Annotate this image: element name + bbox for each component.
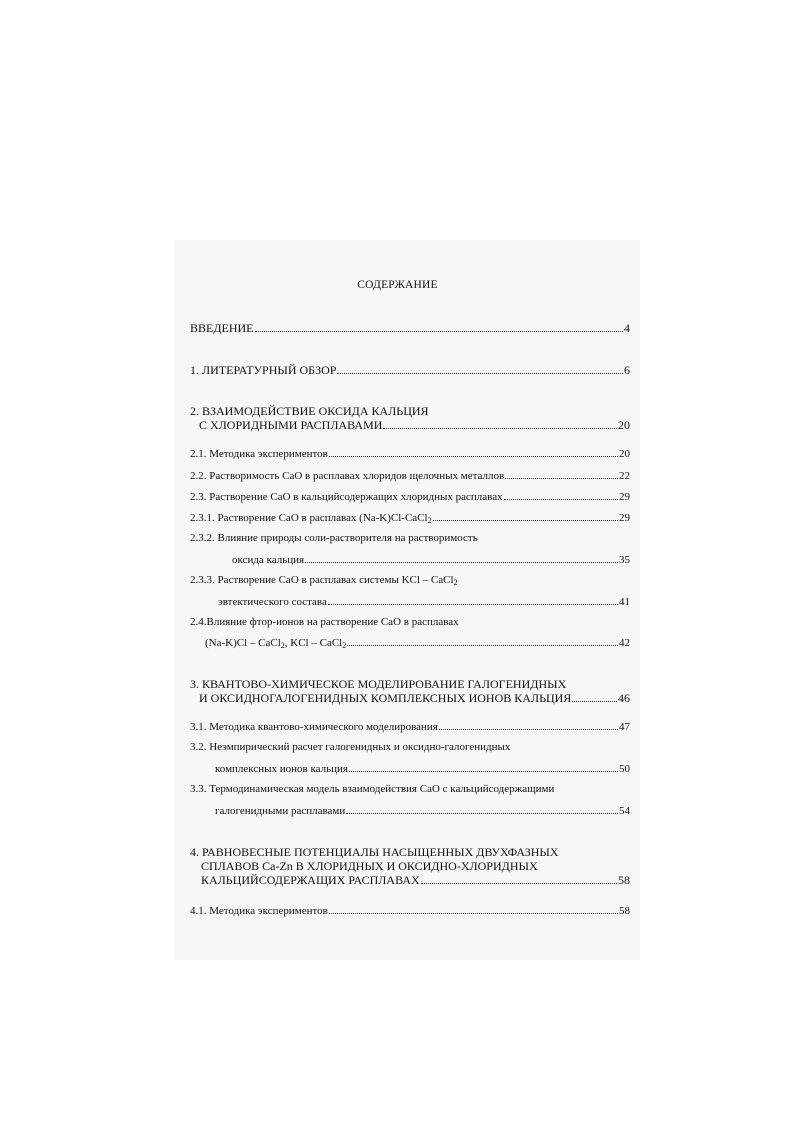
toc-entry-page: 50 — [619, 763, 630, 775]
toc-entry-page: 29 — [619, 491, 630, 503]
toc-entry-2-1[interactable] — [190, 447, 630, 461]
toc-title: СОДЕРЖАНИЕ — [357, 279, 438, 291]
toc-entry-chapter-3[interactable] — [199, 692, 630, 705]
toc-entry-label: 2.3.1. Растворение CaO в расплавах (Na-K)Cl-CaCl$_2$ — [190, 512, 432, 525]
toc-entry-page: 46 — [618, 691, 630, 705]
toc-entry-label: 1. ЛИТЕРАТУРНЫЙ ОБЗОР — [190, 363, 337, 377]
toc-entry-label: 4.1. Методика экспериментов — [190, 905, 328, 917]
dot-leader — [433, 511, 618, 521]
dot-leader — [255, 322, 623, 332]
toc-entry-page: 6 — [624, 363, 630, 377]
toc-entry-3-1[interactable] — [190, 720, 630, 734]
toc-entry-label: КАЛЬЦИЙСОДЕРЖАЩИХ РАСПЛАВАХ — [201, 873, 420, 887]
toc-chapter-4-heading-line2[interactable]: СПЛАВОВ Ca-Zn В ХЛОРИДНЫХ И ОКСИДНО-ХЛОРИДНЫХ — [201, 859, 538, 873]
toc-entry-2-3-2-line1[interactable]: 2.3.2. Влияние природы соли-растворителя на растворимость — [190, 532, 478, 544]
toc-entry-2-4[interactable] — [205, 636, 630, 650]
dot-leader — [328, 595, 618, 605]
dot-leader — [329, 447, 618, 457]
dot-leader — [383, 419, 617, 429]
dot-leader — [329, 904, 618, 914]
toc-entry-chapter-2[interactable] — [199, 419, 630, 432]
dot-leader — [421, 874, 617, 884]
toc-entry-chapter-4[interactable] — [201, 874, 630, 887]
toc-entry-page: 41 — [619, 596, 630, 608]
toc-entry-page: 22 — [619, 470, 630, 482]
dot-leader — [305, 553, 618, 563]
dot-leader — [439, 720, 618, 730]
toc-entry-label: оксида кальция — [232, 554, 305, 566]
toc-entry-introduction[interactable] — [190, 322, 630, 335]
toc-entry-3-2-line1[interactable]: 3.2. Неэмпирический расчет галогенидных и оксидно-галогенидных — [190, 741, 511, 753]
toc-entry-3-2[interactable] — [215, 762, 630, 776]
toc-entry-label: 2.2. Растворимость CaO в расплавах хлоридов щелочных металлов — [190, 470, 505, 482]
toc-entry-2-3-3[interactable] — [218, 595, 630, 609]
toc-entry-2-3[interactable] — [190, 490, 630, 504]
toc-entry-page: 58 — [618, 873, 630, 887]
toc-entry-3-3-line1[interactable]: 3.3. Термодинамическая модель взаимодействия CaO с кальцийсодержащими — [190, 783, 555, 795]
toc-entry-page: 20 — [619, 448, 630, 460]
dot-leader — [349, 762, 618, 772]
toc-entry-page: 4 — [624, 321, 630, 335]
toc-entry-chapter-1[interactable] — [190, 364, 630, 377]
dot-leader — [337, 364, 623, 374]
toc-entry-2-3-3-line1[interactable]: 2.3.3. Растворение CaO в расплавах системы KCl – CaCl$_2$ — [190, 574, 458, 587]
dot-leader — [505, 469, 618, 479]
toc-entry-label: 3.1. Методика квантово-химического моделирования — [190, 721, 438, 733]
toc-entry-page: 35 — [619, 554, 630, 566]
dot-leader — [346, 804, 618, 814]
toc-entry-page: 54 — [619, 805, 630, 817]
toc-entry-label: С ХЛОРИДНЫМИ РАСПЛАВАМИ — [199, 418, 383, 432]
toc-entry-page: 47 — [619, 721, 630, 733]
toc-entry-2-4-line1[interactable]: 2.4.Влияние фтор-ионов на растворение CaO в расплавах — [190, 616, 459, 628]
toc-entry-label: комплексных ионов кальция — [215, 763, 348, 775]
toc-entry-label: эвтектического состава — [218, 596, 327, 608]
toc-entry-page: 42 — [619, 637, 630, 649]
toc-entry-4-1[interactable] — [190, 904, 630, 918]
toc-entry-2-3-2[interactable] — [232, 553, 630, 567]
toc-entry-label: (Na-K)Cl – CaCl$_2$, KCl – CaCl$_2$ — [205, 637, 347, 650]
dot-leader — [572, 692, 617, 702]
toc-entry-page: 29 — [619, 512, 630, 524]
toc-chapter-3-heading[interactable]: 3. КВАНТОВО-ХИМИЧЕСКОЕ МОДЕЛИРОВАНИЕ ГАЛОГЕНИДНЫХ — [190, 677, 567, 691]
toc-entry-label: галогенидными расплавами — [215, 805, 346, 817]
toc-entry-page: 20 — [618, 418, 630, 432]
toc-entry-label: 2.1. Методика экспериментов — [190, 448, 328, 460]
dot-leader — [504, 490, 618, 500]
toc-entry-label: И ОКСИДНОГАЛОГЕНИДНЫХ КОМПЛЕКСНЫХ ИОНОВ КАЛЬЦИЯ — [199, 691, 572, 705]
toc-entry-label: ВВЕДЕНИЕ — [190, 321, 254, 335]
toc-entry-2-3-1[interactable] — [190, 511, 630, 525]
toc-chapter-4-heading-line1[interactable]: 4. РАВНОВЕСНЫЕ ПОТЕНЦИАЛЫ НАСЫЩЕННЫХ ДВУХФАЗНЫХ — [190, 845, 559, 859]
toc-entry-page: 58 — [619, 905, 630, 917]
toc-entry-3-3[interactable] — [215, 804, 630, 818]
dot-leader — [347, 636, 618, 646]
toc-entry-2-2[interactable] — [190, 469, 630, 483]
toc-chapter-2-heading[interactable]: 2. ВЗАИМОДЕЙСТВИЕ ОКСИДА КАЛЬЦИЯ — [190, 404, 429, 418]
toc-entry-label: 2.3. Растворение CaO в кальцийсодержащих хлоридных расплавах — [190, 491, 503, 503]
